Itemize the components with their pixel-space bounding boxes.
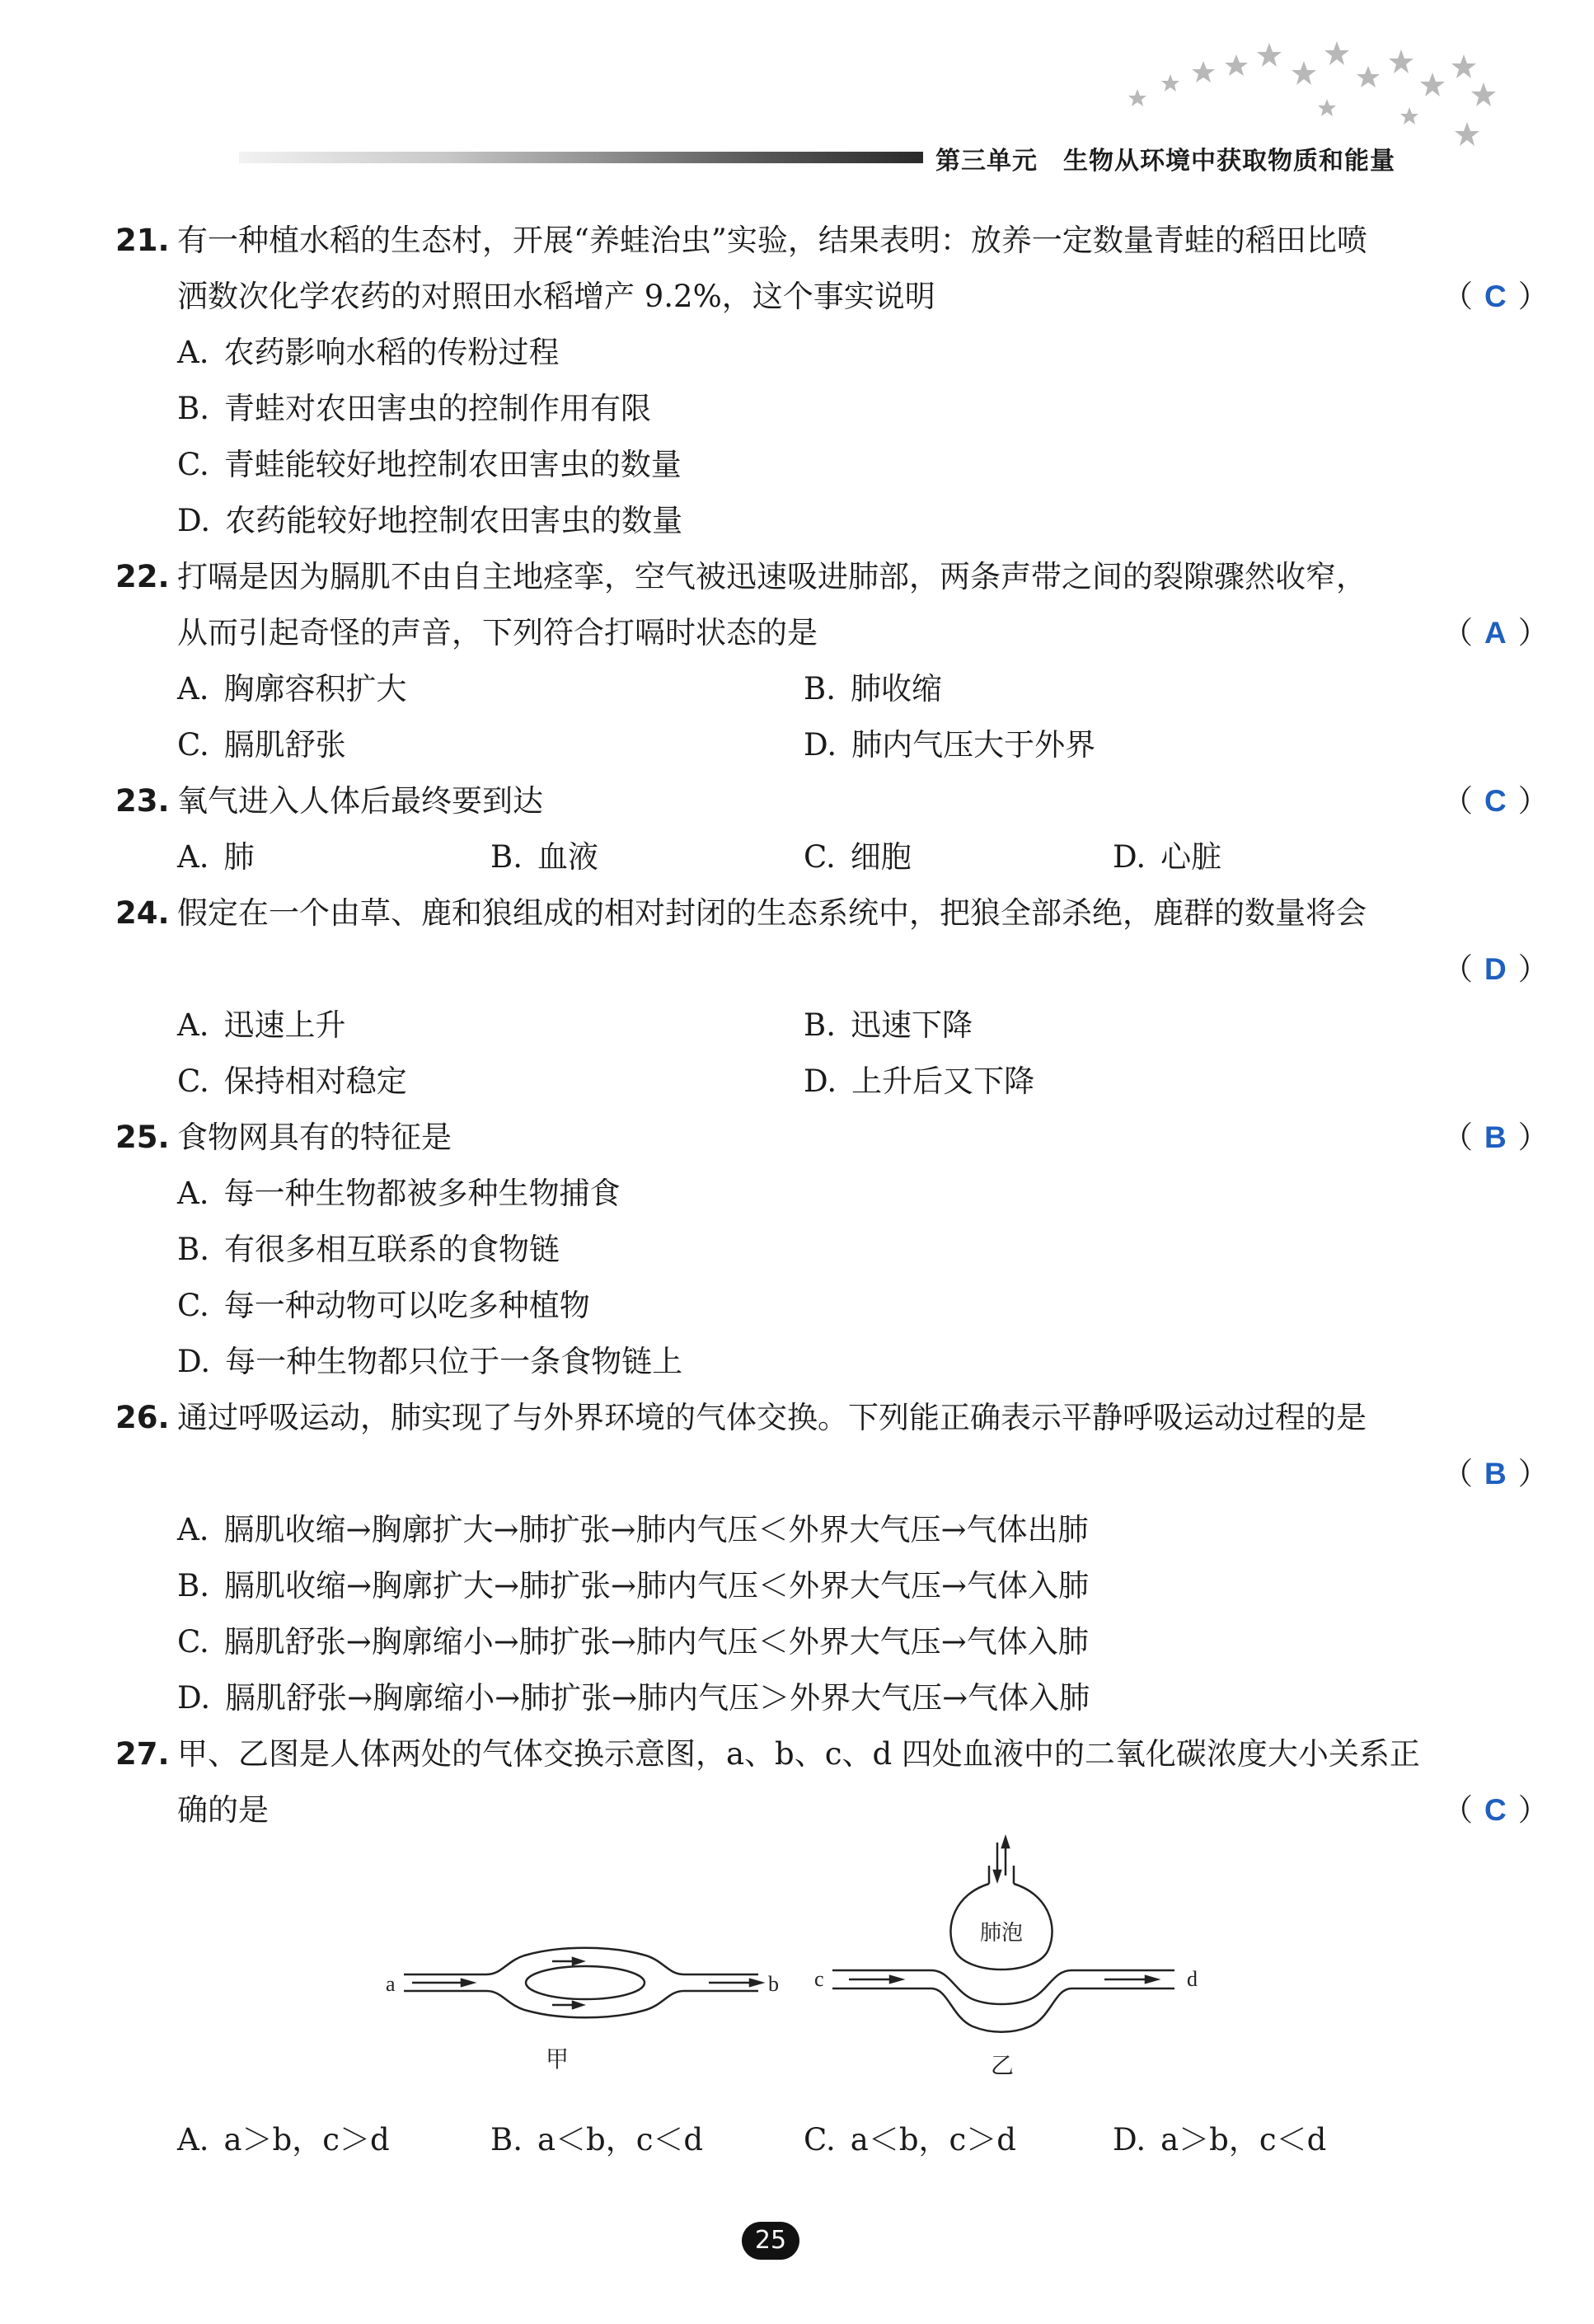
option-label: D. xyxy=(177,1344,211,1379)
option-label: D. xyxy=(804,727,837,763)
answer-value: A xyxy=(1484,616,1507,650)
option-text: 肺内气压大于外界 xyxy=(851,727,1096,763)
option-d xyxy=(804,1065,1034,1098)
option-text: 细胞 xyxy=(850,839,912,875)
option-text: a＜b，c＞d xyxy=(850,2122,1016,2157)
option-text: a＜b，c＜d xyxy=(537,2122,704,2157)
option-text: 农药能较好地控制农田害虫的数量 xyxy=(225,503,683,538)
option-label: A. xyxy=(177,839,209,875)
option-c xyxy=(177,729,346,762)
option-text: 青蛙对农田害虫的控制作用有限 xyxy=(223,391,651,426)
option-label: D. xyxy=(804,1063,837,1099)
option-label: D. xyxy=(1113,2122,1146,2157)
option-label: C. xyxy=(177,727,209,763)
option-label: A. xyxy=(177,1176,209,1211)
option-text: 迅速下降 xyxy=(850,1007,973,1043)
option-label: A. xyxy=(177,2122,209,2157)
answer-bracket: （ C ） xyxy=(1442,279,1549,314)
caption-jia: 甲 xyxy=(546,2047,570,2073)
unit-title: 第三单元 生物从环境中获取物质和能量 xyxy=(935,147,1395,176)
option-text: 胸廓容积扩大 xyxy=(223,671,407,707)
label-d: d xyxy=(1187,1967,1198,1991)
option-label: A. xyxy=(177,1512,209,1547)
option-label: A. xyxy=(177,671,209,707)
option-c xyxy=(177,1065,407,1098)
option-label: C. xyxy=(177,1288,209,1323)
option-c xyxy=(804,2124,1016,2157)
option-label: B. xyxy=(177,391,209,426)
question-text-line-1: 通过呼吸运动，肺实现了与外界环境的气体交换。下列能正确表示平静呼吸运动过程的是 xyxy=(177,1400,1367,1435)
option-a xyxy=(177,1177,620,1210)
answer-value: B xyxy=(1484,1457,1507,1491)
option-text: 肺收缩 xyxy=(850,671,942,707)
question-number: 22. xyxy=(115,559,170,594)
answer-value: D xyxy=(1484,952,1507,986)
option-text: a＞b，c＜d xyxy=(1160,2122,1327,2157)
header-bar xyxy=(239,152,923,163)
option-text: 膈肌收缩→胸廓扩大→肺扩张→肺内气压＜外界大气压→气体出肺 xyxy=(223,1512,1089,1547)
option-d xyxy=(177,1345,682,1378)
option-label: B. xyxy=(177,1232,209,1267)
option-label: B. xyxy=(490,839,523,875)
option-text: 有很多相互联系的食物链 xyxy=(223,1232,560,1267)
answer-value: C xyxy=(1484,1793,1507,1827)
option-label: C. xyxy=(804,839,836,875)
option-c xyxy=(177,1626,1089,1659)
option-text: 每一种动物可以吃多种植物 xyxy=(223,1288,590,1323)
diagram-jia xyxy=(404,1948,762,2018)
label-alveolus: 肺泡 xyxy=(979,1921,1024,1945)
option-text: 农药影响水稻的传粉过程 xyxy=(223,335,560,370)
option-text: 每一种生物都只位于一条食物链上 xyxy=(225,1344,683,1379)
option-b xyxy=(177,1233,560,1266)
option-b xyxy=(490,841,598,874)
question-text-line-1: 氧气进入人体后最终要到达 xyxy=(177,783,543,819)
option-b xyxy=(804,1009,973,1042)
question-number: 23. xyxy=(115,783,170,819)
option-label: B. xyxy=(490,2122,523,2157)
option-text: 膈肌舒张→胸廓缩小→肺扩张→肺内气压＞外界大气压→气体入肺 xyxy=(225,1680,1090,1716)
option-text: 迅速上升 xyxy=(223,1007,346,1043)
label-c: c xyxy=(814,1967,824,1991)
option-label: A. xyxy=(177,335,209,370)
question-text-line-1: 有一种植水稻的生态村，开展“养蛙治虫”实验，结果表明：放养一定数量青蛙的稻田比喷 xyxy=(177,223,1367,258)
option-text: a＞b，c＞d xyxy=(223,2122,390,2157)
option-b xyxy=(804,673,942,706)
question-number: 27. xyxy=(115,1736,170,1772)
option-text: 血液 xyxy=(537,839,598,875)
option-c xyxy=(177,1289,590,1322)
option-c xyxy=(804,841,912,874)
question-number: 26. xyxy=(115,1400,170,1435)
option-d xyxy=(177,505,682,538)
option-b xyxy=(490,2124,703,2157)
question-text-line-2: 洒数次化学农药的对照田水稻增产 9.2%，这个事实说明 xyxy=(177,279,935,314)
option-label: C. xyxy=(804,2122,836,2157)
option-text: 膈肌舒张→胸廓缩小→肺扩张→肺内气压＜外界大气压→气体入肺 xyxy=(223,1624,1089,1660)
option-d xyxy=(804,729,1095,762)
question-number: 21. xyxy=(115,223,170,258)
option-text: 保持相对稳定 xyxy=(223,1063,407,1099)
question-text-line-1: 打嗝是因为膈肌不由自主地痉挛，空气被迅速吸进肺部，两条声带之间的裂隙骤然收窄， xyxy=(177,559,1367,594)
answer-value: C xyxy=(1484,279,1507,313)
option-text: 肺 xyxy=(223,839,255,875)
option-a xyxy=(177,336,559,369)
gas-exchange-diagram xyxy=(363,1834,1269,2090)
question-number: 24. xyxy=(115,895,170,931)
question-text-line-1: 食物网具有的特征是 xyxy=(177,1120,452,1155)
label-b: b xyxy=(768,1972,779,1996)
option-a xyxy=(177,2124,390,2157)
answer-bracket: （ B ） xyxy=(1442,1456,1549,1491)
option-label: A. xyxy=(177,1007,209,1043)
answer-value: C xyxy=(1484,784,1507,818)
caption-yi: 乙 xyxy=(991,2054,1015,2079)
answer-bracket: （ C ） xyxy=(1442,783,1549,819)
option-label: B. xyxy=(804,671,836,707)
question-text-line-2: 从而引起奇怪的声音，下列符合打嗝时状态的是 xyxy=(177,615,818,650)
option-label: B. xyxy=(177,1568,209,1603)
option-label: D. xyxy=(177,503,211,538)
option-label: D. xyxy=(177,1680,211,1716)
answer-bracket: （ A ） xyxy=(1442,615,1549,650)
option-text: 心脏 xyxy=(1160,839,1222,875)
option-d xyxy=(1113,841,1221,874)
option-a xyxy=(177,1514,1089,1547)
answer-bracket: （ D ） xyxy=(1442,951,1549,987)
option-b xyxy=(177,1570,1089,1603)
option-label: C. xyxy=(177,1063,209,1099)
option-a xyxy=(177,1009,345,1042)
option-label: D. xyxy=(1113,839,1146,875)
option-a xyxy=(177,673,406,706)
answer-bracket: （ C ） xyxy=(1442,1792,1549,1828)
answer-bracket: （ B ） xyxy=(1442,1120,1549,1155)
option-d xyxy=(177,1682,1090,1715)
answer-value: B xyxy=(1484,1120,1507,1154)
question-text-line-1: 甲、乙图是人体两处的气体交换示意图，a、b、c、d 四处血液中的二氧化碳浓度大小关系正 xyxy=(177,1736,1420,1772)
option-b xyxy=(177,392,651,425)
option-label: B. xyxy=(804,1007,836,1043)
option-text: 上升后又下降 xyxy=(851,1063,1035,1099)
option-text: 膈肌收缩→胸廓扩大→肺扩张→肺内气压＜外界大气压→气体入肺 xyxy=(223,1568,1089,1603)
option-c xyxy=(177,448,682,481)
option-text: 膈肌舒张 xyxy=(223,727,346,763)
label-a: a xyxy=(386,1972,396,1996)
option-label: C. xyxy=(177,1624,209,1660)
option-d xyxy=(1113,2124,1326,2157)
option-text: 青蛙能较好地控制农田害虫的数量 xyxy=(223,447,682,482)
question-text-line-2: 确的是 xyxy=(177,1792,269,1828)
option-text: 每一种生物都被多种生物捕食 xyxy=(223,1176,621,1211)
page-number: 25 xyxy=(742,2222,799,2260)
option-label: C. xyxy=(177,447,209,482)
question-text-line-1: 假定在一个由草、鹿和狼组成的相对封闭的生态系统中，把狼全部杀绝，鹿群的数量将会 xyxy=(177,895,1367,931)
question-number: 25. xyxy=(115,1120,170,1155)
option-a xyxy=(177,841,254,874)
